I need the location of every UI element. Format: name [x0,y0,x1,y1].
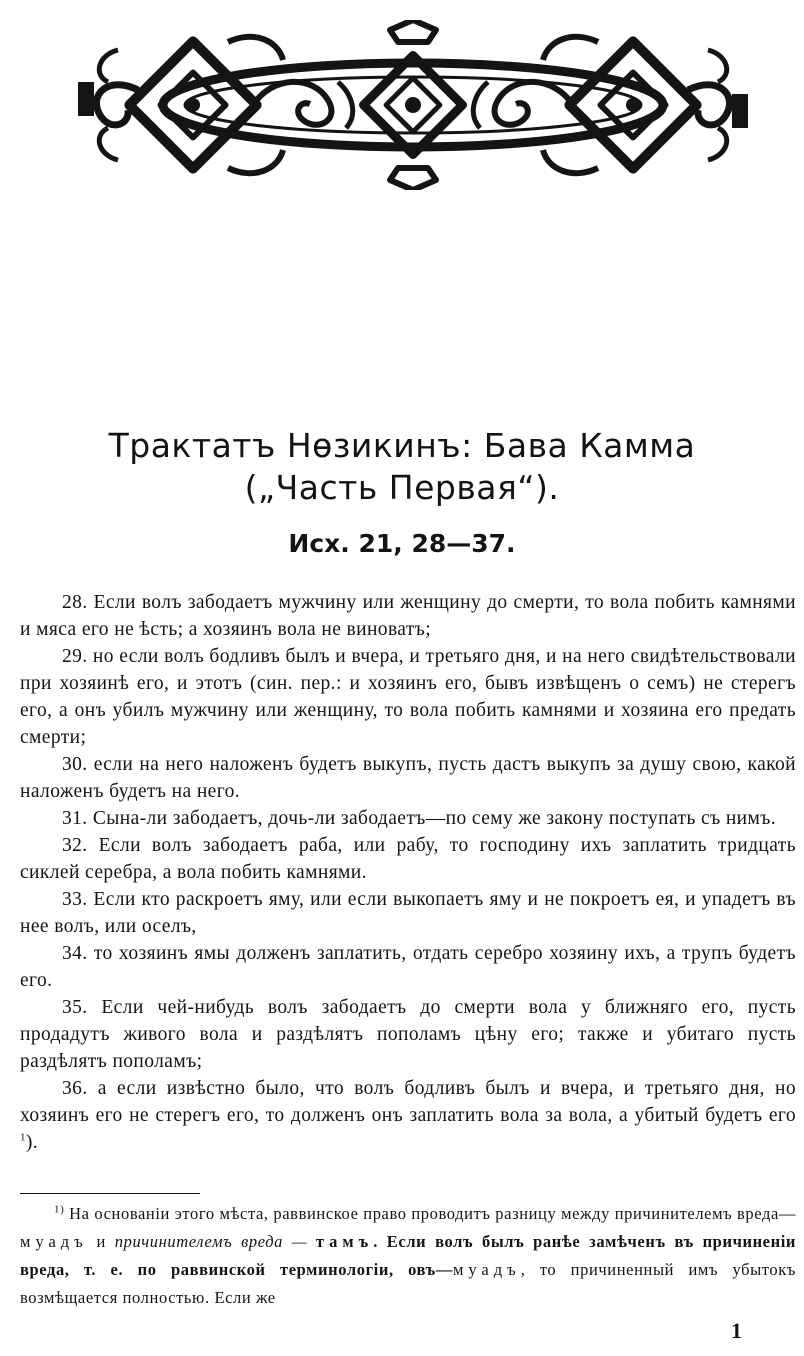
verse-29: 29. но если волъ бодливъ былъ и вчера, и третьяго дня, и на него свидѣтельствовали при хозяинѣ его, и этотъ (син. пер.: и хозяинъ его, бывъ извѣщенъ о семъ) не стерегъ его, а онъ убилъ мужчину или женщину, то вола побить камнями и хозяина его предать смерти; [20,646,796,748]
verse-34: 34. то хозяинъ ямы долженъ заплатить, отдать серебро хозяину ихъ, а трупъ будетъ его. [20,943,796,991]
verse-list [20,589,796,1156]
footnote-marker: 1) [54,1203,65,1216]
footnote-term-muad: муадъ [20,1232,88,1251]
verse-28: 28. Если волъ забодаетъ мужчину или женщину до смерти, то вола побить камнями и мяса его не ѣсть; а хозяинъ вола не виноватъ; [20,592,796,640]
page-number: 1 [731,1318,742,1343]
footnote [20,1200,796,1312]
verse-35: 35. Если чей-нибудь волъ забодаетъ до смерти вола у ближняго его, пусть продадутъ живого вола и раздѣлятъ пополамъ цѣну его; также и убитаго пусть раздѣлятъ пополамъ; [20,997,796,1072]
verse-36-text: 36. а если извѣстно было, что волъ бодливъ былъ и вчера, и третьяго дня, но хозяинъ его не стерегъ его, то долженъ онъ заплатить вола за вола, а убитый будетъ его [20,1078,796,1126]
footnote-text-1: На основаніи этого мѣста, раввинское право проводитъ разницу между причинителемъ вреда— [69,1204,796,1223]
footnote-text-4: . Если волъ былъ ранѣе замѣченъ въ причиненіи вреда, т. е. по раввинской терминологіи, овъ— [20,1232,797,1279]
footnote-term-muad-2: муадъ [452,1260,521,1279]
footnote-divider [20,1193,200,1194]
verse-30: 30. если на него наложенъ будетъ выкупъ, пусть дастъ выкупъ за душу свою, какой наложенъ будетъ на него. [20,754,796,802]
verse-32: 32. Если волъ забодаетъ раба, или рабу, то господину ихъ заплатить тридцать сиклей серебра, а вола побить камнями. [20,835,796,883]
decorative-headpiece-ornament [78,20,748,190]
footnote-text-3: причинителемъ вреда — [114,1232,316,1251]
footnote-text-5: , то причиненный имъ убытокъ возмѣщается полностью. Если же [20,1260,796,1307]
scripture-reference: Исх. 21, 28—37. [288,529,516,558]
footnote-reference: 1 [20,1131,26,1144]
footnote-text-2: и [87,1232,115,1251]
treatise-title: Трактатъ Нөзикинъ: Бава Камма [108,426,696,465]
treatise-subtitle: („Часть Первая“). [244,468,560,507]
verse-31: 31. Сына-ли забодаетъ, дочь-ли забодаетъ—по сему же закону поступать съ нимъ. [62,808,777,829]
footnote-term-tam: тамъ [315,1232,374,1251]
verse-36: 36. а если извѣстно было, что волъ бодливъ былъ и вчера, и третьяго дня, но хозяинъ его не стерегъ его, то долженъ онъ заплатить вола за вола, а убитый будетъ его $^1$). [20,1078,796,1153]
verse-33: 33. Если кто раскроетъ яму, или если выкопаетъ яму и не покроетъ ея, и упадетъ въ нее волъ, или оселъ, [20,889,796,937]
